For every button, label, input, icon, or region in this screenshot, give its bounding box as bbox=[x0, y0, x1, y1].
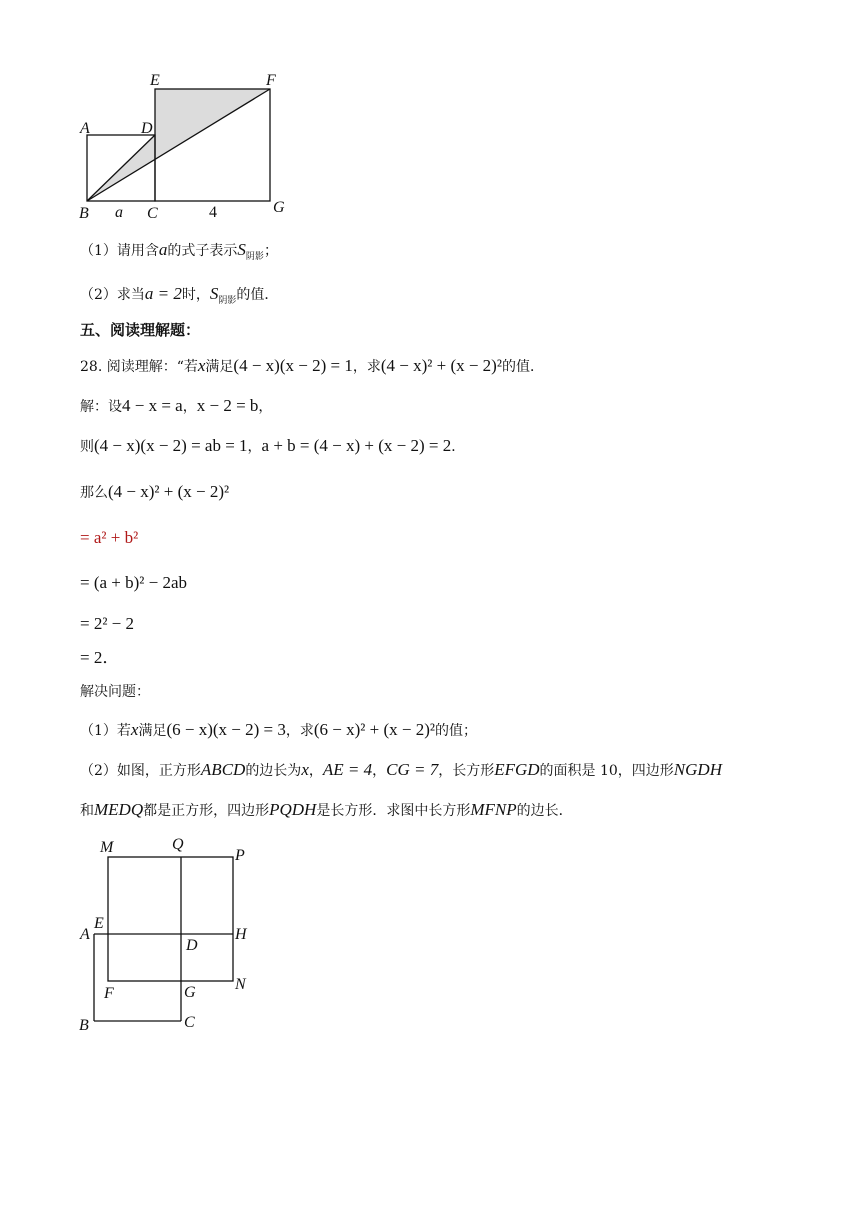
label-c-point: C bbox=[147, 205, 158, 222]
figure-2-diagram bbox=[70, 832, 270, 1037]
label-h-point: H bbox=[235, 926, 247, 943]
label-g-point: G bbox=[273, 199, 285, 216]
q28-sol3: 那么(4 − x)² + (x − 2)² bbox=[80, 482, 230, 501]
q27-part1: （1）请用含a的式子表示$S_{阴影}$； bbox=[80, 240, 278, 262]
figure-1 bbox=[70, 66, 300, 226]
q28-problem2-line1: （2）如图，正方形ABCD的边长为x，AE = 4，CG = 7，长方形EFGD的面积是 10，四边形NGDH bbox=[80, 760, 722, 779]
label-a-point: A bbox=[80, 120, 90, 137]
label-c-point: C bbox=[184, 1014, 195, 1031]
segment-bd bbox=[87, 135, 155, 201]
label-b-point: B bbox=[79, 1017, 89, 1034]
label-q-point: Q bbox=[172, 836, 184, 853]
q28-sol2: 则(4 − x)(x − 2) = ab = 1，a + b = (4 − x) + (x − 2) = 2． bbox=[80, 436, 466, 455]
q28-step3: = 2² − 2 bbox=[80, 614, 135, 633]
label-e-point: E bbox=[150, 72, 160, 89]
label-f-point: F bbox=[266, 72, 276, 89]
label-n-point: N bbox=[235, 976, 246, 993]
section-title: 五、阅读理解题： bbox=[80, 321, 201, 339]
q27-part2: （2）求当a = 2时，$S_{阴影}$的值． bbox=[80, 284, 279, 306]
q28-problem1: （1）若x满足(6 − x)(x − 2) = 3，求(6 − x)² + (x − 2)²的值； bbox=[80, 720, 477, 739]
label-d-point: D bbox=[141, 120, 153, 137]
label-e-point: E bbox=[94, 915, 104, 932]
label-b-point: B bbox=[79, 205, 89, 222]
figure-2 bbox=[70, 832, 270, 1037]
figure-1-diagram bbox=[70, 66, 300, 226]
label-a-point: A bbox=[80, 926, 90, 943]
solve-title: 解决问题： bbox=[80, 684, 150, 700]
q28-intro: 28. 阅读理解：“若x满足(4 − x)(x − 2) = 1，求(4 − x)² + (x − 2)²的值． bbox=[80, 356, 544, 375]
label-side-4: 4 bbox=[209, 204, 217, 221]
q28-sol1: 解：设4 − x = a，x − 2 = b， bbox=[80, 396, 273, 415]
q28-step1: = a² + b² bbox=[80, 528, 139, 547]
q28-step2: = (a + b)² − 2ab bbox=[80, 573, 188, 592]
label-g-point: G bbox=[184, 984, 196, 1001]
label-p-point: P bbox=[235, 847, 245, 864]
label-m-point: M bbox=[100, 839, 114, 856]
label-f-point: F bbox=[104, 985, 114, 1002]
label-d-point: D bbox=[186, 937, 198, 954]
q28-step4: = 2． bbox=[80, 648, 120, 667]
label-side-a: a bbox=[115, 204, 123, 221]
rectangle-mfnp bbox=[108, 857, 233, 981]
q28-problem2-line2: 和MEDQ都是正方形，四边形PQDH是长方形．求图中长方形MFNP的边长． bbox=[80, 800, 573, 819]
